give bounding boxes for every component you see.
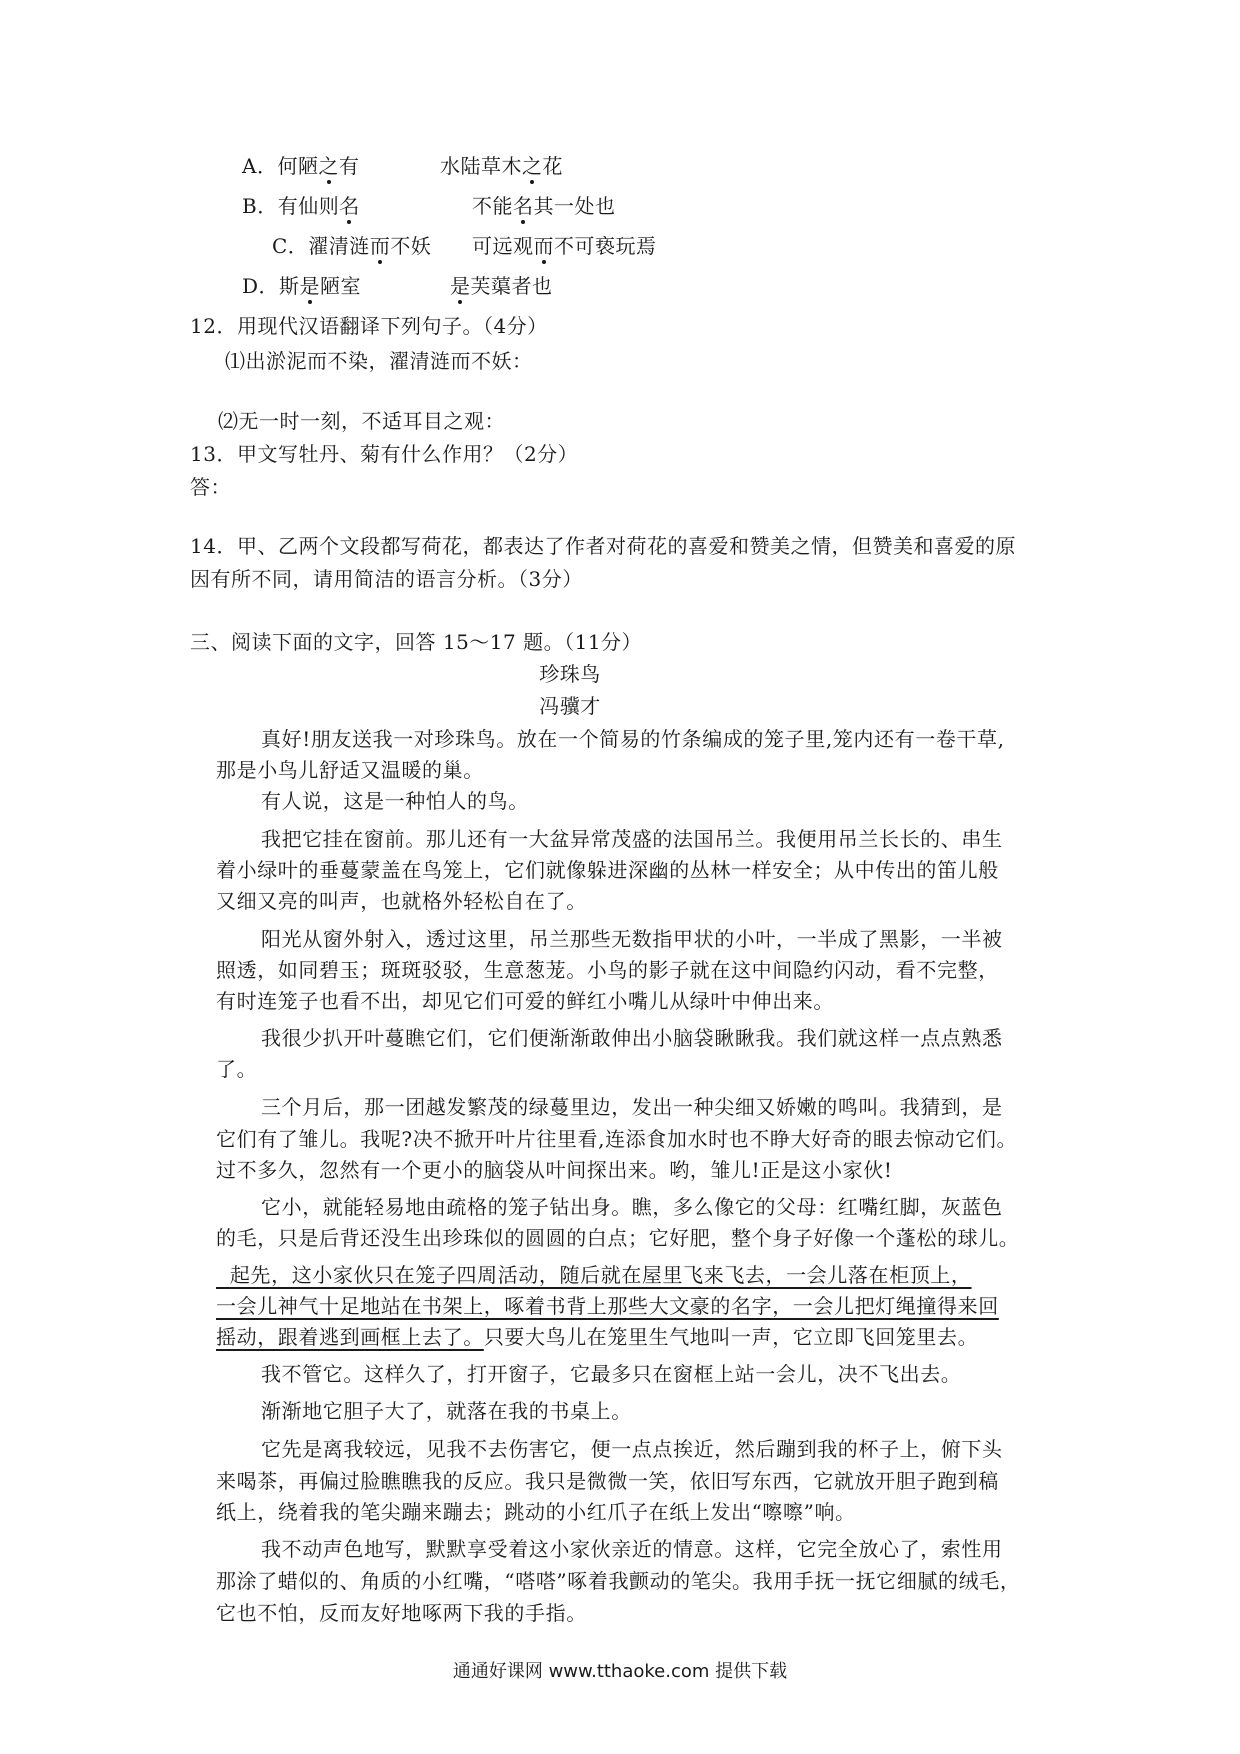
option-a-right-pre: 水陆草木 xyxy=(440,154,522,178)
option-d-right xyxy=(450,272,553,300)
underlined-text: 摇动，跟着逃到画框上去了。 xyxy=(216,1325,484,1349)
q12-sentence-2: ⑵无一时一刻，不适耳目之观： xyxy=(218,409,505,433)
option-c-right xyxy=(472,232,657,260)
para-line: 三个月后，那一团越发繁茂的绿蔓里边，发出一种尖细又娇嫩的鸣叫。我猜到，是 xyxy=(261,1095,1003,1119)
para-line xyxy=(216,1322,978,1353)
option-a-right-post: 花 xyxy=(542,154,563,178)
emphasis-mark: 名 xyxy=(339,194,360,218)
para-line: 它们有了雏儿。我呢?决不掀开叶片往里看,连添食加水时也不睁大好奇的眼去惊动它们。 xyxy=(216,1127,1018,1151)
para-line: 又细又亮的叫声，也就格外轻松自在了。 xyxy=(216,889,587,913)
q13-title: 13．甲文写牡丹、菊有什么作用？（2分） xyxy=(190,442,579,466)
option-a-right xyxy=(440,152,563,180)
q14-line-2: 因有所不同，请用简洁的语言分析。（3分） xyxy=(190,567,583,591)
option-c-left: C．濯清涟 xyxy=(272,234,370,258)
para-line: 它小，就能轻易地由疏格的笼子钻出身。瞧，多么像它的父母：红嘴红脚，灰蓝色 xyxy=(261,1195,1003,1219)
q12-title: 12．用现代汉语翻译下列句子。（4分） xyxy=(190,314,548,338)
para-line: 我把它挂在窗前。那儿还有一大盆异常茂盛的法国吊兰。我便用吊兰长长的、串生 xyxy=(261,827,1003,851)
para-line: 有时连笼子也看不出，却见它们可爱的鲜红小嘴儿从绿叶中伸出来。 xyxy=(216,989,834,1013)
option-d xyxy=(242,272,361,300)
option-d-right-post: 芙蕖者也 xyxy=(470,274,553,298)
emphasis-mark: 名 xyxy=(513,194,534,218)
para-line: 它也不怕，反而友好地啄两下我的手指。 xyxy=(216,1601,587,1625)
underlined-line xyxy=(216,1260,972,1291)
para-line: 照透，如同碧玉；斑斑驳驳，生意葱茏。小鸟的影子就在这中间隐约闪动，看不完整， xyxy=(216,958,999,982)
section-heading: 三、阅读下面的文字，回答 15～17 题。（11分） xyxy=(190,630,643,654)
q12-sentence-1: ⑴出淤泥而不染，濯清涟而不妖： xyxy=(225,349,533,373)
option-b-right xyxy=(472,192,616,220)
para-line: 真好!朋友送我一对珍珠鸟。放在一个简易的竹条编成的笼子里,笼内还有一卷干草, xyxy=(261,727,1005,751)
option-d-left: D．斯 xyxy=(242,274,300,298)
option-a xyxy=(242,152,359,180)
option-c-right-pre: 可远观 xyxy=(472,234,534,258)
option-b-right-post: 其一处也 xyxy=(533,194,616,218)
article-author: 冯骥才 xyxy=(539,694,601,718)
para-line: 过不多久，忽然有一个更小的脑袋从叶间探出来。哟，雏儿!正是这小家伙! xyxy=(216,1158,893,1182)
para-line: 它先是离我较远，见我不去伤害它，便一点点挨近，然后蹦到我的杯子上，俯下头 xyxy=(261,1437,1003,1461)
article-title: 珍珠鸟 xyxy=(539,662,601,686)
emphasis-mark: 而 xyxy=(533,234,554,258)
para-line: 那是小鸟儿舒适又温暖的巢。 xyxy=(216,758,484,782)
option-b xyxy=(242,192,360,220)
option-c xyxy=(272,232,431,260)
para-line: 那涂了蜡似的、角质的小红嘴，“嗒嗒”啄着我颤动的笔尖。我用手抚一抚它细腻的绒毛， xyxy=(216,1569,1021,1593)
para-line: 渐渐地它胆子大了，就落在我的书桌上。 xyxy=(261,1399,632,1423)
option-a-mid: 有 xyxy=(338,154,360,178)
para-line: 来喝茶，再偏过脸瞧瞧我的反应。我只是微微一笑，依旧写东西，它就放开胆子跑到稿 xyxy=(216,1469,999,1493)
para-line: 的毛，只是后背还没生出珍珠似的圆圆的白点；它好肥，整个身子好像一个蓬松的球儿。 xyxy=(216,1226,1020,1250)
option-c-right-post: 不可亵玩焉 xyxy=(554,234,657,258)
emphasis-mark: 之 xyxy=(522,154,543,178)
para-text: 只要大鸟儿在笼里生气地叫一声，它立即飞回笼里去。 xyxy=(483,1325,979,1349)
option-b-left: B．有仙则 xyxy=(242,194,340,218)
option-b-right-pre: 不能 xyxy=(472,194,513,218)
para-line: 有人说，这是一种怕人的鸟。 xyxy=(261,789,529,813)
para-line: 着小绿叶的垂蔓蒙盖在鸟笼上，它们就像躲进深幽的丛林一样安全；从中传出的笛儿般 xyxy=(216,858,999,882)
para-line: 纸上，绕着我的笔尖蹦来蹦去；跳动的小红爪子在纸上发出“嚓嚓”响。 xyxy=(216,1500,856,1524)
answer-label: 答： xyxy=(190,475,231,499)
option-d-mid: 陋室 xyxy=(320,274,362,298)
underlined-text: 起先，这小家伙只在笼子四周活动，随后就在屋里飞来飞去，一会儿落在柜顶上， xyxy=(229,1263,972,1287)
page-footer: 通通好课网 www.tthaoke.com 提供下载 xyxy=(452,1661,788,1682)
underlined-line: 一会儿神气十足地站在书架上，啄着书背上那些大文豪的名字，一会儿把灯绳撞得来回 xyxy=(216,1294,999,1318)
emphasis-mark: 是 xyxy=(450,274,471,298)
para-line: 了。 xyxy=(216,1057,258,1081)
emphasis-mark: 是 xyxy=(299,274,321,298)
para-line: 我不动声色地写，默默享受着这小家伙亲近的情意。这样，它完全放心了，索性用 xyxy=(261,1537,1003,1561)
q14-line-1: 14．甲、乙两个文段都写荷花，都表达了作者对荷花的喜爱和赞美之情，但赞美和喜爱的原 xyxy=(190,534,1016,558)
option-c-mid: 不妖 xyxy=(390,234,432,258)
emphasis-mark: 而 xyxy=(369,234,391,258)
para-line: 我不管它。这样久了，打开窗子，它最多只在窗框上站一会儿，决不飞出去。 xyxy=(261,1362,962,1386)
para-line: 我很少扒开叶蔓瞧它们，它们便渐渐敢伸出小脑袋瞅瞅我。我们就这样一点点熟悉 xyxy=(261,1026,1003,1050)
para-line: 阳光从窗外射入，透过这里，吊兰那些无数指甲状的小叶，一半成了黑影，一半被 xyxy=(261,927,1003,951)
emphasis-mark: 之 xyxy=(318,154,339,178)
option-a-left: A．何陋 xyxy=(242,154,319,178)
